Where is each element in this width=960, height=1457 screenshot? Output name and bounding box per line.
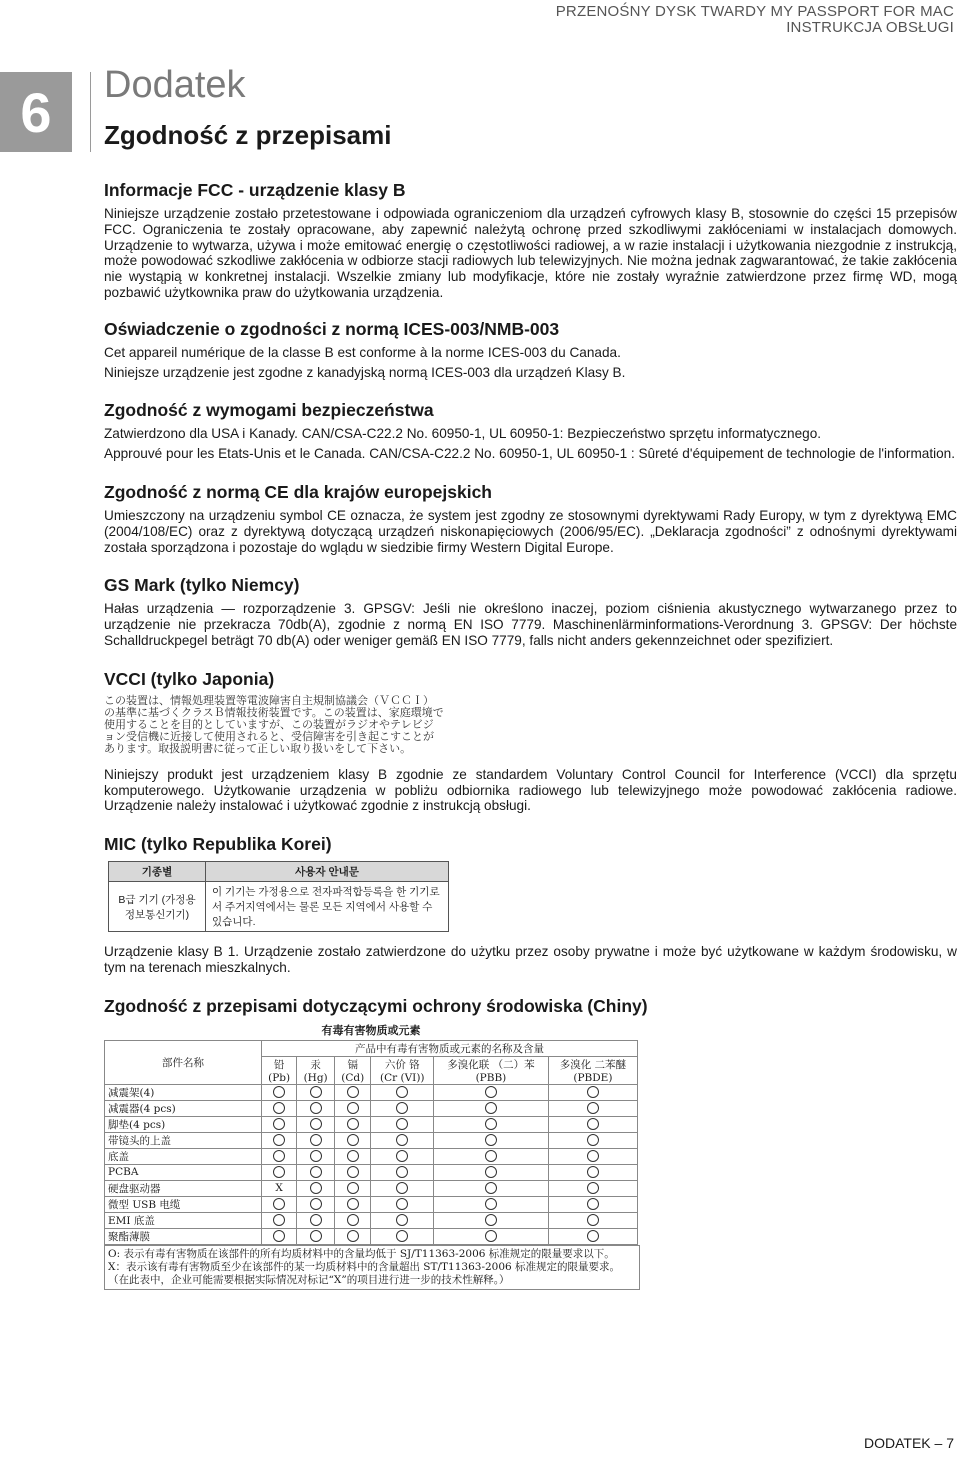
- circle-icon: [347, 1118, 359, 1130]
- part-name: 脚垫(4 pcs): [105, 1116, 262, 1132]
- substance-code: (PBDE): [573, 1071, 613, 1084]
- compliant-mark: [262, 1100, 297, 1116]
- running-header: [556, 4, 954, 36]
- china-heading: Zgodność z przepisami dotyczącymi ochrony środowiska (Chiny): [104, 995, 648, 1016]
- ices-heading: Oświadczenie o zgodności z normą ICES-003/NMB-003: [104, 318, 560, 339]
- gs-heading: GS Mark (tylko Niemcy): [104, 575, 300, 596]
- safety-heading: Zgodność z wymogami bezpieczeństwa: [104, 400, 434, 421]
- compliant-mark: [262, 1212, 297, 1228]
- circle-icon: [396, 1102, 408, 1114]
- compliant-mark: [297, 1100, 335, 1116]
- gs-text: Hałas urządzenia — rozporządzenie 3. GPSGV: Jeśli nie określono inaczej, poziom ciśnienia akustycznego wytwarzanego przez to urządzenie nie przekracza 70db(A), zgodnie z normą EN ISO 7779. Maschinenlärminformations-Verordnung 3. GPSGV: Der höchste Schalldruckpegel beträgt 70 db(A) oder weniger gemäß EN ISO 7779, falls nicht anders gekennzeichnet oder spezifiziert.: [104, 601, 957, 648]
- compliant-mark: [262, 1148, 297, 1164]
- compliant-mark: [335, 1228, 371, 1244]
- circle-icon: [273, 1102, 285, 1114]
- vcci-notice-image: この装置は、情報処理装置等電波障害自主規制協議会（ＶＣＣＩ）の基準に基づくクラスＢ情報技術装置です。この装置は、家庭環境で使用することを目的としていますが、この装置がラジオやテレビジョン受信機に近接して使用されると、受信障害を引き起こすことがあります。取扱説明書に従って正しい取り扱いをして下さい。: [104, 693, 444, 755]
- ices-text-fr: Cet appareil numérique de la classe B est conforme à la norme ICES-003 du Canada.: [104, 344, 621, 360]
- circle-icon: [310, 1198, 322, 1210]
- compliant-mark: [434, 1100, 549, 1116]
- part-name: 微型 USB 电缆: [105, 1196, 262, 1212]
- substance-header: [335, 1056, 371, 1084]
- china-table-caption: 有毒有害物质或元素: [321, 1024, 421, 1037]
- substance-name: 汞: [310, 1058, 321, 1071]
- compliant-mark: [335, 1180, 371, 1196]
- compliant-mark: [434, 1180, 549, 1196]
- compliant-mark: [434, 1212, 549, 1228]
- note-remark: （在此表中，企业可能需要根据实际情况对标记“X”的项目进行进一步的技术性解释。）: [108, 1273, 510, 1286]
- circle-icon: [485, 1118, 497, 1130]
- circle-icon: [396, 1086, 408, 1098]
- compliant-mark: [262, 1164, 297, 1180]
- circle-icon: [587, 1182, 599, 1194]
- compliant-mark: [297, 1228, 335, 1244]
- chapter-number-box: [0, 72, 72, 152]
- circle-icon: [396, 1198, 408, 1210]
- compliant-mark: [548, 1164, 637, 1180]
- circle-icon: [273, 1166, 285, 1178]
- compliant-mark: [371, 1212, 434, 1228]
- compliant-mark: [434, 1228, 549, 1244]
- circle-icon: [273, 1134, 285, 1146]
- header-manual: INSTRUKCJA OBSŁUGI: [786, 19, 954, 36]
- compliant-mark: [297, 1212, 335, 1228]
- circle-icon: [396, 1166, 408, 1178]
- compliant-mark: [371, 1180, 434, 1196]
- circle-icon: [310, 1214, 322, 1226]
- compliant-mark: [335, 1116, 371, 1132]
- substance-header: [434, 1056, 549, 1084]
- compliant-mark: [371, 1132, 434, 1148]
- compliant-mark: [262, 1116, 297, 1132]
- substance-code: (Cd): [341, 1071, 365, 1084]
- circle-icon: [273, 1230, 285, 1242]
- compliant-mark: [371, 1196, 434, 1212]
- circle-icon: [587, 1166, 599, 1178]
- circle-icon: [396, 1118, 408, 1130]
- substance-code: (Cr (VI)): [380, 1071, 425, 1084]
- compliant-mark: [371, 1084, 434, 1100]
- circle-icon: [347, 1086, 359, 1098]
- mic-class-cell: B급 기기 (가정용 정보통신기기): [109, 882, 206, 932]
- chapter-divider: [90, 72, 91, 152]
- chapter-number: 6: [20, 80, 52, 144]
- circle-icon: [273, 1150, 285, 1162]
- ce-heading: Zgodność z normą CE dla krajów europejskich: [104, 481, 492, 502]
- table-row: [105, 1164, 638, 1180]
- circle-icon: [310, 1102, 322, 1114]
- compliant-mark: [335, 1132, 371, 1148]
- circle-icon: [273, 1086, 285, 1098]
- section-title: Zgodność z przepisami: [104, 120, 392, 150]
- mic-notice-cell: 이 기기는 가정용으로 전자파적합등록을 한 기기로서 주거지역에서는 물론 모든 지역에서 사용할 수 있습니다.: [206, 882, 449, 932]
- compliant-mark: [335, 1212, 371, 1228]
- circle-icon: [587, 1086, 599, 1098]
- mic-col1-header: 기종별: [109, 862, 206, 882]
- substance-name: 铅: [273, 1058, 285, 1071]
- circle-icon: [310, 1086, 322, 1098]
- circle-icon: [396, 1182, 408, 1194]
- circle-icon: [485, 1198, 497, 1210]
- circle-icon: [273, 1214, 285, 1226]
- compliant-mark: [335, 1084, 371, 1100]
- circle-icon: [587, 1214, 599, 1226]
- compliant-mark: [548, 1100, 637, 1116]
- circle-icon: [347, 1134, 359, 1146]
- circle-icon: [485, 1166, 497, 1178]
- circle-icon: [310, 1230, 322, 1242]
- circle-icon: [347, 1230, 359, 1242]
- circle-icon: [587, 1102, 599, 1114]
- safety-text-pl: Zatwierdzono dla USA i Kanady. CAN/CSA-C22.2 No. 60950-1, UL 60950-1: Bezpieczeństwo sprzętu informatycznego.: [104, 426, 822, 442]
- compliant-mark: [335, 1196, 371, 1212]
- part-name: 减震器(4 pcs): [105, 1100, 262, 1116]
- vcci-text: Niniejszy produkt jest urządzeniem klasy B zgodnie ze standardem Voluntary Control Council for Interference (VCCI) dla sprzętu komputerowego. Użytkowanie urządzenia w pobliżu odbiornika radiowego lub telewizyjnego może powodować zakłócenia radiowe. Urządzenie należy instalować i użytkować zgodnie z instrukcją obsługi.: [104, 766, 957, 814]
- table-row: [105, 1132, 638, 1148]
- table-row: [105, 1116, 638, 1132]
- table-row: [105, 1084, 638, 1100]
- part-name: 底盖: [105, 1148, 262, 1164]
- compliant-mark: [297, 1084, 335, 1100]
- part-name: PCBA: [105, 1164, 262, 1180]
- page-content: [104, 180, 957, 1290]
- compliant-mark: [262, 1196, 297, 1212]
- compliant-mark: [371, 1228, 434, 1244]
- compliant-mark: [548, 1180, 637, 1196]
- compliant-mark: [262, 1084, 297, 1100]
- substance-code: (Hg): [303, 1071, 328, 1084]
- header-product: PRZENOŚNY DYSK TWARDY MY PASSPORT FOR MAC: [555, 3, 954, 20]
- page-footer: DODATEK – 7: [864, 1435, 954, 1451]
- fcc-heading: Informacje FCC - urządzenie klasy B: [104, 180, 406, 200]
- circle-icon: [587, 1230, 599, 1242]
- substance-name: 镉: [347, 1058, 358, 1071]
- china-table: [104, 1040, 638, 1245]
- circle-icon: [347, 1150, 359, 1162]
- substance-code: (Pb): [268, 1071, 291, 1084]
- compliant-mark: [434, 1132, 549, 1148]
- compliant-mark: [371, 1116, 434, 1132]
- part-name: 带镜头的上盖: [105, 1132, 262, 1148]
- compliant-mark: [434, 1164, 549, 1180]
- circle-icon: [485, 1214, 497, 1226]
- circle-icon: [310, 1166, 322, 1178]
- circle-icon: [485, 1182, 497, 1194]
- circle-icon: [310, 1150, 322, 1162]
- substance-header: [371, 1056, 434, 1084]
- china-table-notes: [104, 1245, 640, 1290]
- compliant-mark: [297, 1132, 335, 1148]
- compliant-mark: [548, 1132, 637, 1148]
- table-row: [105, 1100, 638, 1116]
- substance-header: [262, 1056, 297, 1084]
- compliant-mark: [297, 1116, 335, 1132]
- circle-icon: [310, 1134, 322, 1146]
- compliant-mark: [548, 1212, 637, 1228]
- circle-icon: [485, 1086, 497, 1098]
- compliant-mark: [548, 1228, 637, 1244]
- part-name: EMI 底盖: [105, 1212, 262, 1228]
- circle-icon: [396, 1150, 408, 1162]
- table-row: [105, 1212, 638, 1228]
- circle-icon: [273, 1198, 285, 1210]
- circle-icon: [273, 1118, 285, 1130]
- compliant-mark: [297, 1196, 335, 1212]
- circle-icon: [587, 1134, 599, 1146]
- ices-text-pl: Niniejsze urządzenie jest zgodne z kanadyjską normą ICES-003 dla urządzeń Klasy B.: [104, 364, 626, 380]
- mic-table: [108, 861, 449, 932]
- circle-icon: [347, 1182, 359, 1194]
- circle-icon: [396, 1230, 408, 1242]
- compliant-mark: [297, 1148, 335, 1164]
- note-x: X：表示该有毒有害物质至少在该部件的某一均质材料中的含量超出 ST/T11363-2006 标准规定的限量要求。: [108, 1260, 621, 1273]
- substance-name: 六价 铬: [384, 1058, 420, 1071]
- table-row: [105, 1148, 638, 1164]
- part-name: 减震架(4): [105, 1084, 262, 1100]
- compliant-mark: [548, 1148, 637, 1164]
- compliant-mark: [548, 1084, 637, 1100]
- compliant-mark: [335, 1100, 371, 1116]
- circle-icon: [347, 1102, 359, 1114]
- circle-icon: [485, 1150, 497, 1162]
- note-o: O: 表示有毒有害物质在该部件的所有均质材料中的含量均低于 SJ/T11363-2006 标准规定的限量要求以下。: [108, 1247, 615, 1260]
- substance-header: [297, 1056, 335, 1084]
- substance-header: [548, 1056, 637, 1084]
- table-row: [105, 1196, 638, 1212]
- circle-icon: [347, 1198, 359, 1210]
- compliant-mark: [434, 1084, 549, 1100]
- circle-icon: [396, 1214, 408, 1226]
- substance-name: 多溴化 二苯醚: [559, 1058, 627, 1071]
- substance-group-header: 产品中有毒有害物质或元素的名称及含量: [262, 1040, 638, 1056]
- mic-heading: MIC (tylko Republika Korei): [104, 834, 332, 855]
- compliant-mark: [297, 1180, 335, 1196]
- compliant-mark: [335, 1164, 371, 1180]
- compliant-mark: [335, 1148, 371, 1164]
- mic-text: Urządzenie klasy B 1. Urządzenie zostało zatwierdzone do użytku przez osoby prywatne i może być użytkowane w każdym środowisku, w tym na terenach mieszkalnych.: [104, 944, 957, 975]
- circle-icon: [347, 1214, 359, 1226]
- compliant-mark: [371, 1100, 434, 1116]
- circle-icon: [587, 1150, 599, 1162]
- fcc-text: Niniejsze urządzenie zostało przetestowane i odpowiada ograniczeniom dla urządzeń cyfrowych klasy B, stosownie do części 15 przepisów FCC. Ograniczenia te zostały opracowane, aby zapewnić należytą ochronę przed szkodliwymi zakłóceniami w instalacjach domowych. Urządzenie to wytwarza, używa i może emitować energię o częstotliwości radiowej, a w razie instalacji i użytkowania niezgodnie z instrukcją, może powodować szkodliwe zakłócenia w odbiorze stacji radiowych lub telewizyjnych. Nie można jednak zagwarantować, że takie zakłócenia nie wystąpią w konkretnej instalacji. Wszelkie zmiany lub modyfikacje, które nie zostały wyraźnie zatwierdzone przez firmę WD, mogą pozbawić użytkownika praw do użytkowania urządzenia.: [104, 206, 957, 300]
- compliant-mark: [371, 1148, 434, 1164]
- circle-icon: [485, 1230, 497, 1242]
- vcci-heading: VCCI (tylko Japonia): [104, 668, 275, 689]
- circle-icon: [310, 1118, 322, 1130]
- circle-icon: [396, 1134, 408, 1146]
- circle-icon: [485, 1134, 497, 1146]
- compliant-mark: [434, 1148, 549, 1164]
- compliant-mark: [262, 1132, 297, 1148]
- part-name: 硬盘驱动器: [105, 1180, 262, 1196]
- compliant-mark: [434, 1196, 549, 1212]
- exceed-mark: X: [262, 1180, 297, 1196]
- circle-icon: [310, 1182, 322, 1194]
- compliant-mark: [434, 1116, 549, 1132]
- circle-icon: [485, 1102, 497, 1114]
- circle-icon: [347, 1166, 359, 1178]
- circle-icon: [587, 1198, 599, 1210]
- part-name-header: 部件名称: [105, 1040, 262, 1084]
- substance-code: (PBB): [475, 1071, 507, 1084]
- ce-text: Umieszczony na urządzeniu symbol CE oznacza, że system jest zgodny ze stosownymi dyrektywami Rady Europy, w tym z dyrektywą EMC (2004/108/EC) oraz z dyrektywą dotyczącą urządzeń niskonapięciowych (2006/95/EC). „Deklaracja zgodności” z odnośnymi dyrektywami została sporządzona i pozostaje do wglądu w siedzibie firmy Western Digital Europe.: [104, 507, 957, 555]
- substance-name: 多溴化联 （二）苯: [447, 1058, 535, 1071]
- circle-icon: [587, 1118, 599, 1130]
- chapter-title: Dodatek: [104, 64, 246, 106]
- mic-col2-header: 사용자 안내문: [206, 862, 449, 882]
- compliant-mark: [548, 1196, 637, 1212]
- table-row: [105, 1180, 638, 1196]
- part-name: 聚酯薄膜: [105, 1228, 262, 1244]
- table-row: [105, 1228, 638, 1244]
- safety-text-fr: Approuvé pour les Etats-Unis et le Canada. CAN/CSA-C22.2 No. 60950-1, UL 60950-1 : Sûreté d'équipement de technologie de l'information.: [104, 446, 956, 462]
- compliant-mark: [262, 1228, 297, 1244]
- compliant-mark: [548, 1116, 637, 1132]
- compliant-mark: [297, 1164, 335, 1180]
- compliant-mark: [371, 1164, 434, 1180]
